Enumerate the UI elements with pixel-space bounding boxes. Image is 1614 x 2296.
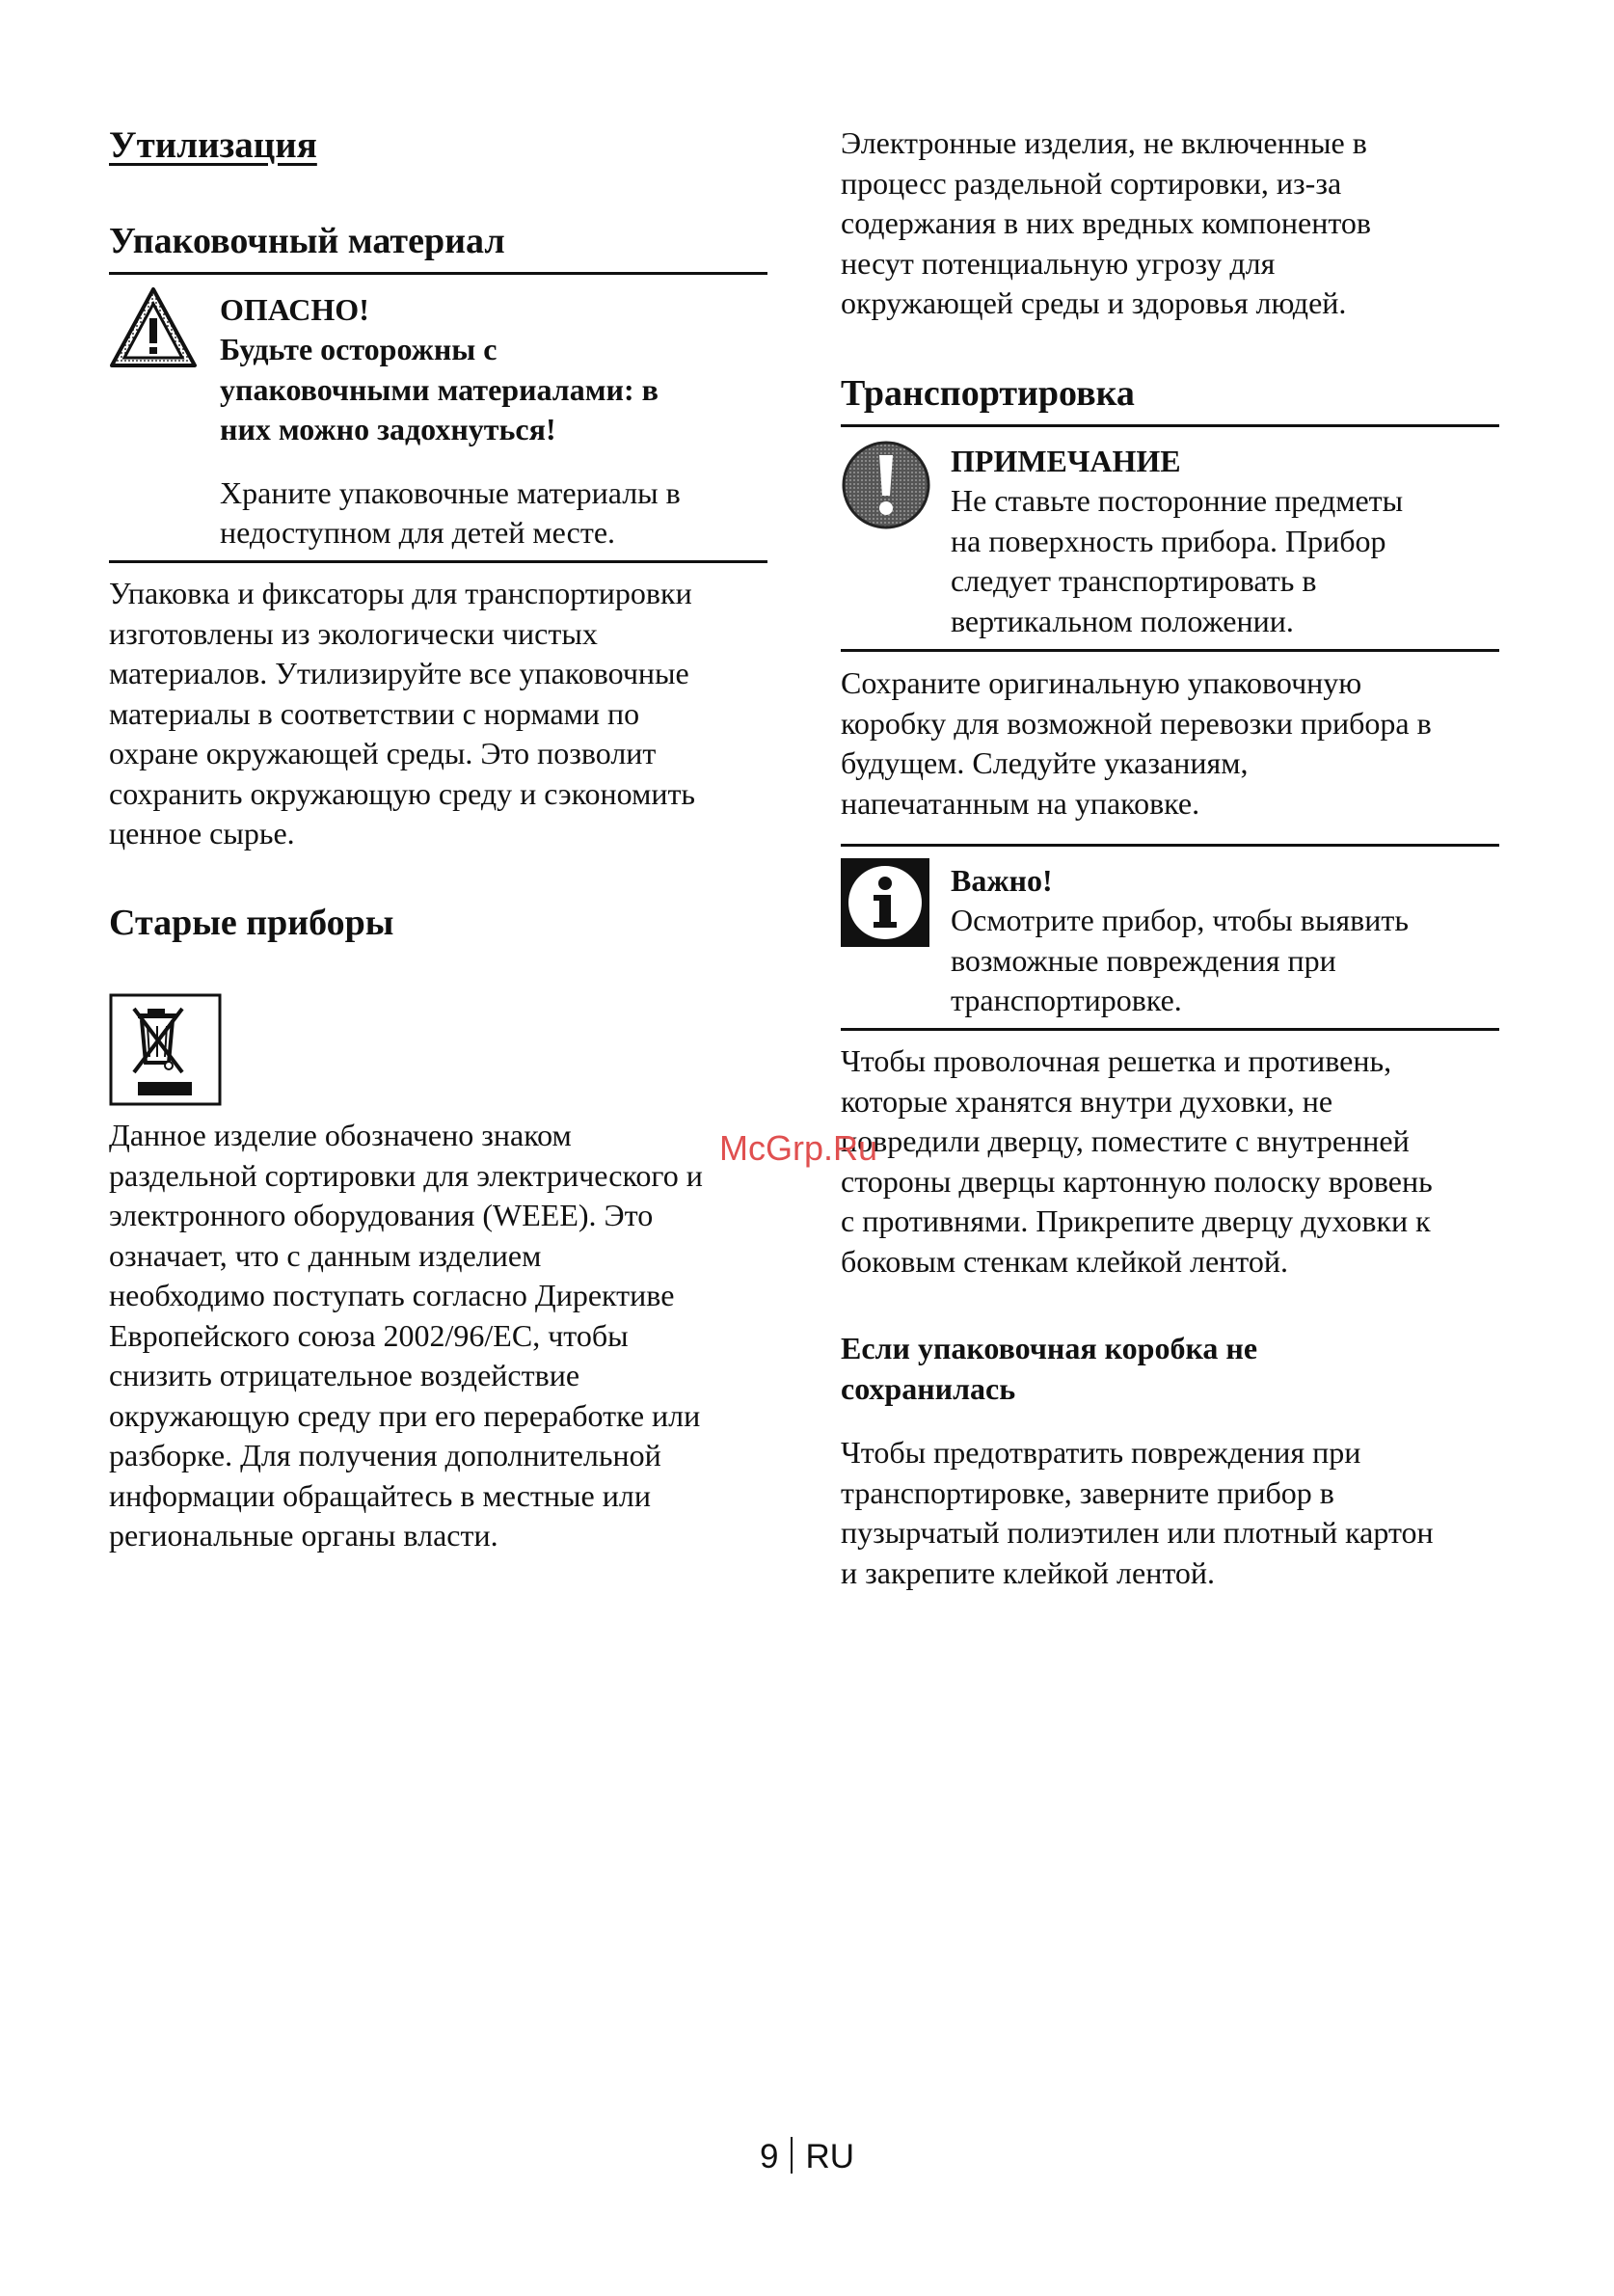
intro-text: Электронные изделия, не включенные в процесс раздельной сортировки, из-за содержания в них вредных компонентов несут потенциальную угрозу для окружающей среды и здоровья людей. (841, 125, 1372, 320)
wire-text: Чтобы проволочная решетка и противень, которые хранятся внутри духовки, не повредили дверцу, поместите с внутренней стороны дверцы картонную полоску вровень с противнями. Прикрепите дверцу духовки к боковым стенкам клейкой лентой. (841, 1043, 1433, 1279)
danger-note: недоступном для детей месте. (220, 515, 616, 550)
heading-rule (841, 424, 1499, 427)
no-box-heading: Если упаковочная коробка не сохранилась (841, 1331, 1258, 1406)
box-text: Сохраните оригинальную упаковочную коробку для возможной перевозки прибора в будущем. Следуйте указаниям, напечатанным на упаковке. (841, 665, 1432, 821)
danger-line: них можно задохнуться! (220, 412, 556, 446)
old-appliances-heading: Старые приборы (109, 903, 394, 943)
packaging-text: Упаковка и фиксаторы для транспортировки изготовлены из экологически чистых материалов. Утилизируйте все упаковочные материалы в соответствии с нормами по охране окружающей среды. Это позволит сохранить окружающую среду и сэкономить ценное сырье. (109, 576, 696, 851)
section-rule (841, 1028, 1499, 1031)
important-text: Осмотрите прибор, чтобы выявить возможные повреждения при транспортировке. (951, 903, 1409, 1017)
note-exclamation-icon (841, 440, 931, 530)
footer-separator (791, 2137, 793, 2174)
warning-triangle-icon (109, 286, 198, 369)
note-text: Не ставьте посторонние предметы на поверхность прибора. Прибор следует транспортировать в вертикальном положении. (951, 483, 1404, 638)
weee-bin-icon (109, 993, 222, 1106)
no-box-text: Чтобы предотвратить повреждения при транспортировке, заверните прибор в пузырчатый полиэтилен или плотный картон и закрепите клейкой лентой. (841, 1435, 1434, 1590)
section-rule (841, 844, 1499, 847)
page-title: Утилизация (109, 124, 317, 166)
info-icon (841, 858, 929, 947)
danger-line: Будьте осторожны с (220, 332, 498, 366)
page-language: RU (805, 2138, 855, 2175)
note-label: ПРИМЕЧАНИЕ (951, 444, 1181, 478)
packaging-heading: Упаковочный материал (109, 221, 505, 261)
transport-heading: Транспортировка (841, 373, 1135, 414)
page-footer (0, 2137, 1614, 2176)
page-number: 9 (759, 2138, 779, 2175)
section-rule (109, 560, 767, 563)
section-rule (841, 649, 1499, 652)
watermark: McGrp.Ru (719, 1128, 878, 1168)
danger-label: ОПАСНО! (220, 292, 369, 327)
important-label: Важно! (951, 863, 1053, 898)
danger-note: Храните упаковочные материалы в (220, 475, 681, 510)
heading-rule (109, 272, 767, 275)
danger-line: упаковочными материалами: в (220, 372, 659, 407)
old-appliances-text: Данное изделие обозначено знаком раздельной сортировки для электрического и электронного оборудования (WEEE). Это означает, что с данным изделием необходимо поступать согласно Директиве Европейского союза 2002/96/EC, чтобы снизить отрицательное воздействие окружающую среду при его переработке или разборке. Для получения дополнительной информации обращайтесь в местные или региональные органы власти. (109, 1118, 703, 1553)
